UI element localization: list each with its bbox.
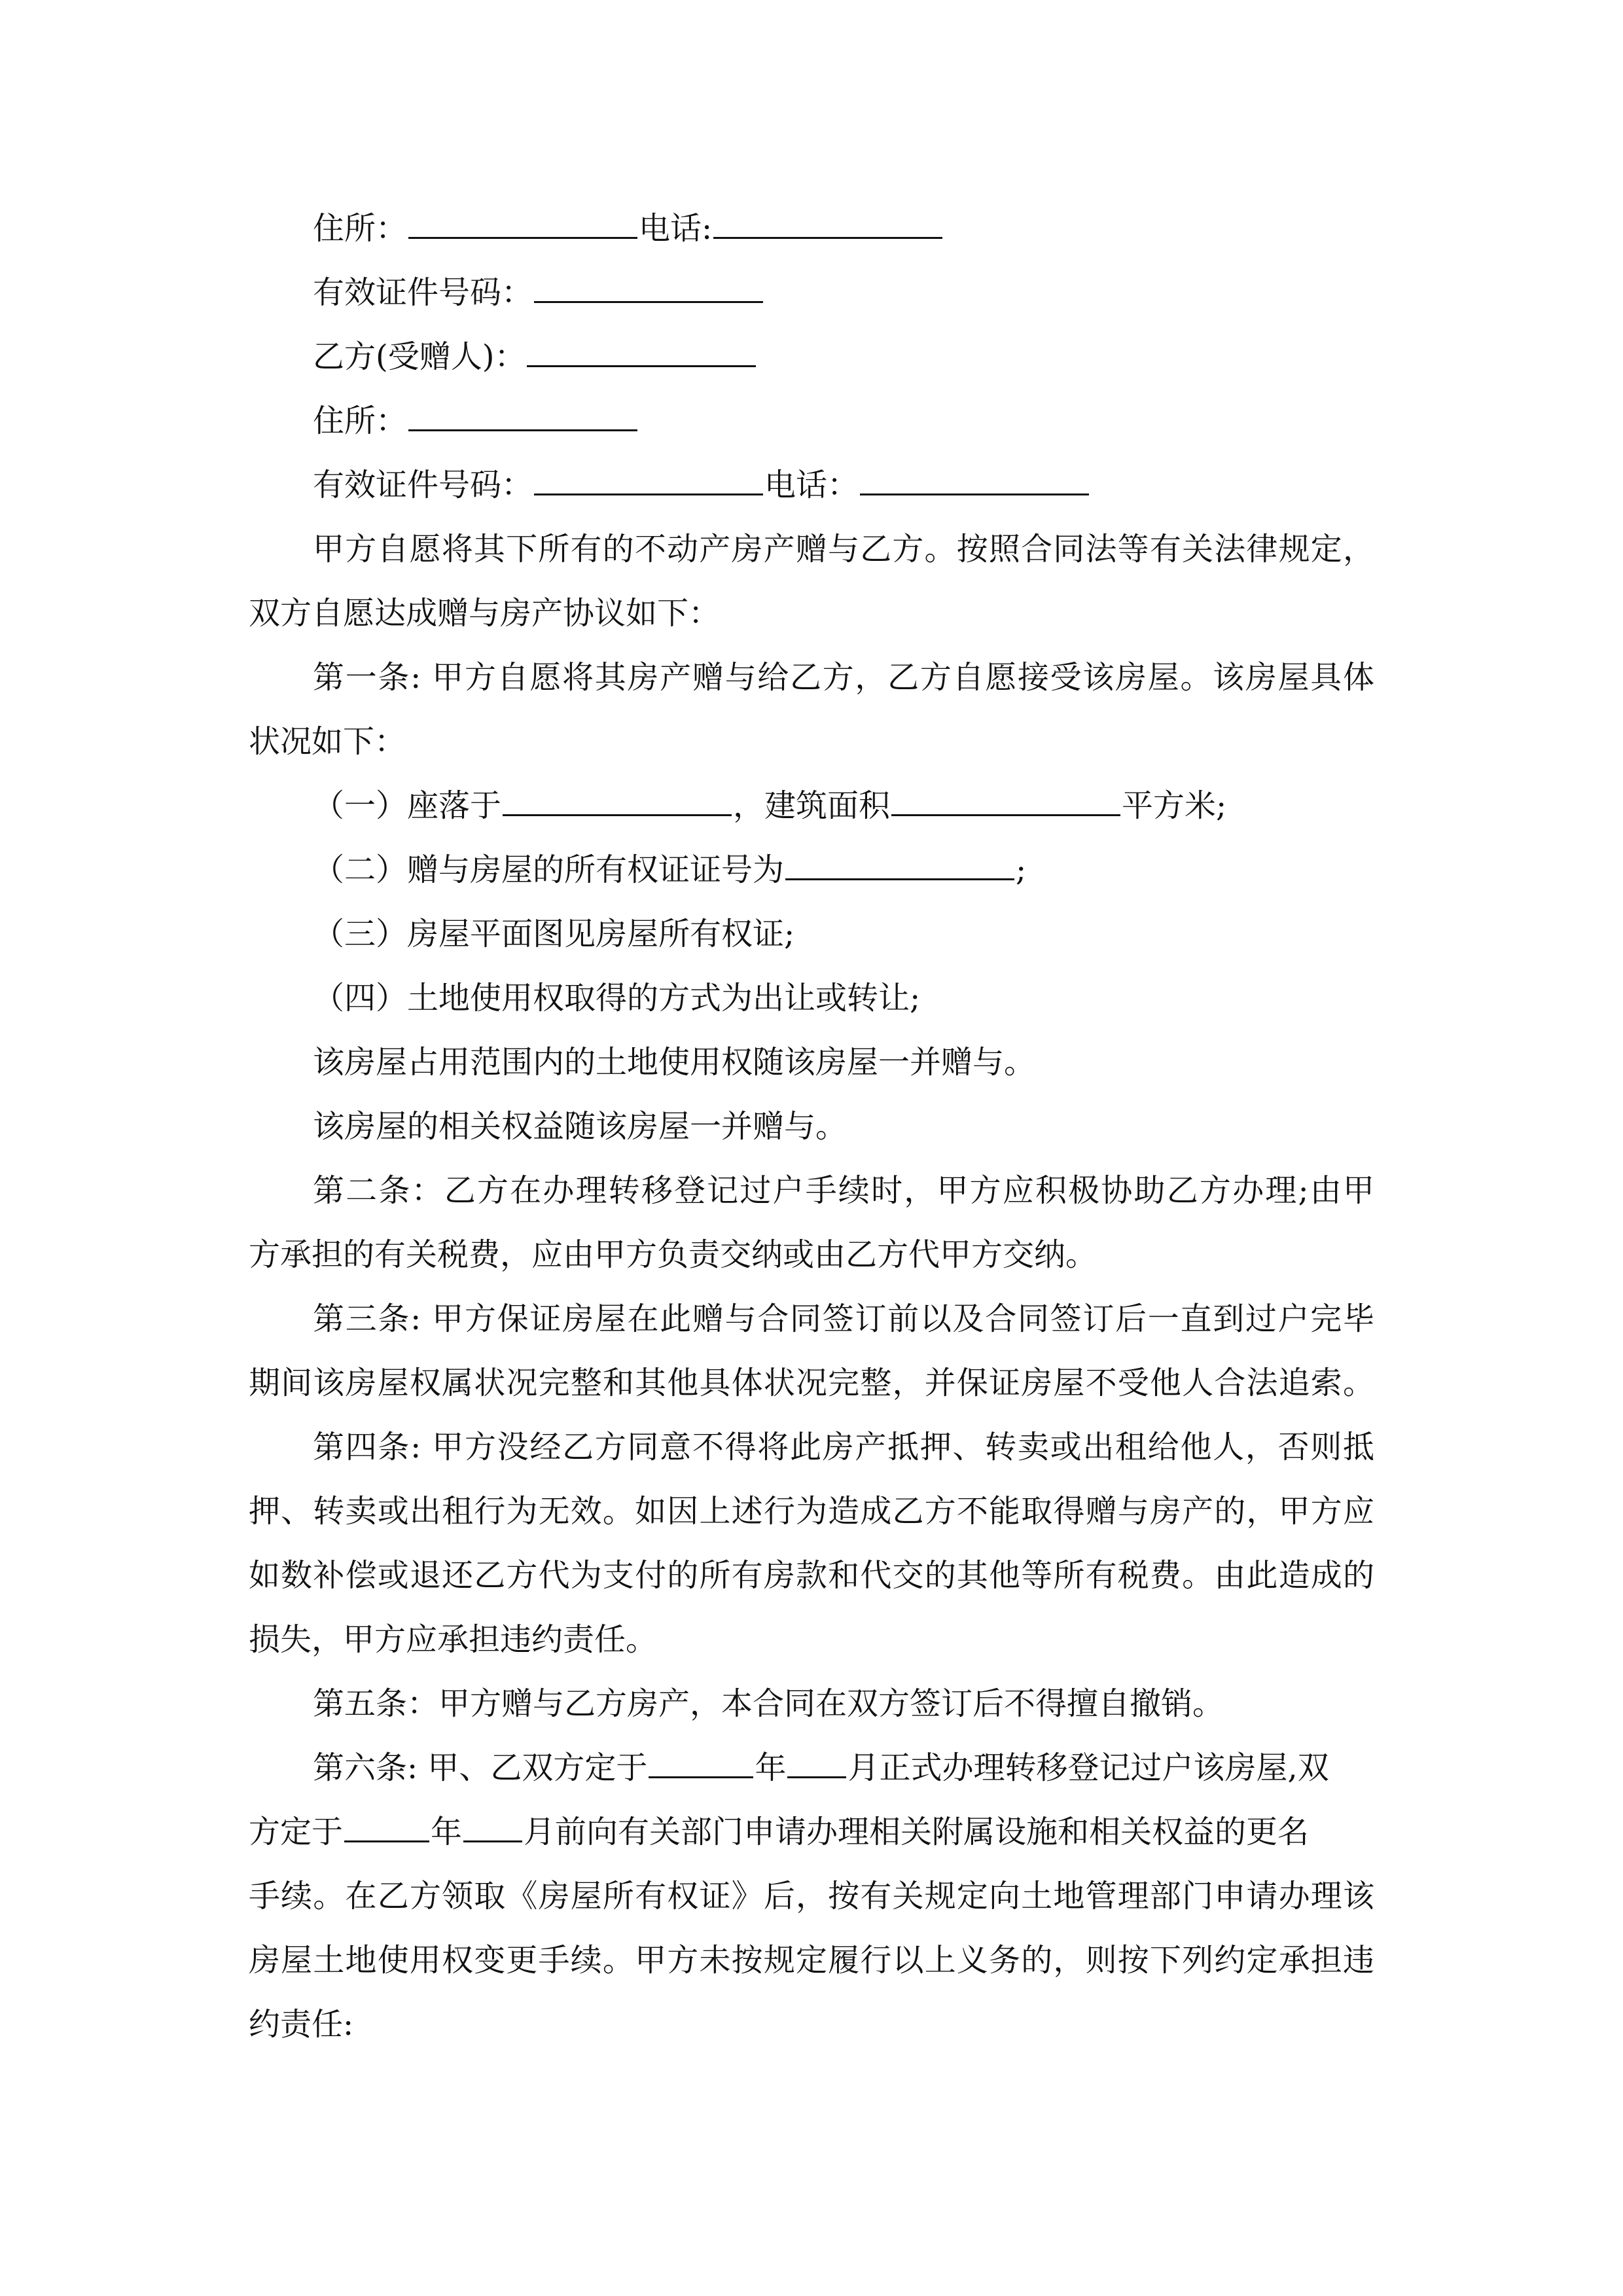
- certificate-number-blank: [785, 842, 1014, 880]
- article6-line-4: 房屋土地使用权变更手续。甲方未按规定履行以上义务的，则按下列约定承担违: [249, 1942, 1374, 1979]
- article3-line-1: 第三条: 甲方保证房屋在此赠与合同签订前以及合同签订后一直到过户完毕: [313, 1300, 1374, 1337]
- id-number-label: 有效证件号码：: [313, 274, 533, 311]
- item2-suffix: ;: [1016, 852, 1027, 888]
- article6-line2-prefix: 方定于: [249, 1814, 344, 1850]
- article6-line1-suffix: 月正式办理转移登记过户该房屋,双: [847, 1749, 1329, 1786]
- residence-line-2: [249, 389, 1374, 453]
- item1-prefix: （一）座落于: [313, 787, 502, 824]
- month-blank-2: [463, 1804, 522, 1842]
- article1-item-2: [249, 838, 1374, 902]
- id-number-blank: [534, 264, 763, 303]
- article1-line-2: 状况如下：: [249, 723, 406, 760]
- year-label-1: 年: [755, 1749, 787, 1786]
- area-blank: [891, 778, 1120, 816]
- phone-label: 电话:: [639, 210, 713, 247]
- article2-line-1: 第二条：乙方在办理转移登记过户手续时，甲方应积极协助乙方办理;由甲: [313, 1172, 1374, 1209]
- intro-line-2: 双方自愿达成赠与房产协议如下：: [249, 595, 721, 632]
- month-blank-1: [787, 1740, 846, 1778]
- id-number-blank-2: [534, 457, 763, 495]
- article4-line-3: 如数补偿或退还乙方代为支付的所有房款和代交的其他等所有税费。由此造成的: [249, 1557, 1374, 1594]
- residence-phone-line: [249, 196, 1374, 260]
- article1-item-1: [249, 774, 1374, 838]
- year-blank-1: [649, 1740, 753, 1778]
- article3-line-2: 期间该房屋权属状况完整和其他具体状况完整，并保证房屋不受他人合法追索。: [249, 1365, 1374, 1401]
- residence-blank: [408, 200, 637, 239]
- contract-body: [249, 196, 1374, 2056]
- intro-line-1: 甲方自愿将其下所有的不动产房产赠与乙方。按照合同法等有关法律规定，: [313, 531, 1374, 567]
- residence-label: 住所：: [313, 210, 408, 247]
- article1-line-1: 第一条: 甲方自愿将其房产赠与给乙方，乙方自愿接受该房屋。该房屋具体: [313, 659, 1374, 696]
- article5-line-1: 第五条：甲方赠与乙方房产，本合同在双方签订后不得擅自撤销。: [313, 1685, 1224, 1722]
- article1-note-2: 该房屋的相关权益随该房屋一并赠与。: [313, 1108, 847, 1145]
- article6-line-1: [249, 1736, 1374, 1800]
- party-b-label: 乙方(受赠人)：: [313, 338, 526, 375]
- article1-note-1: 该房屋占用范围内的土地使用权随该房屋一并赠与。: [313, 1044, 1036, 1081]
- id-number-label-2: 有效证件号码：: [313, 467, 533, 503]
- phone-label-2: 电话：: [764, 467, 859, 503]
- party-b-line: [249, 325, 1374, 389]
- article4-line-2: 押、转卖或出租行为无效。如因上述行为造成乙方不能取得赠与房产的，甲方应: [249, 1493, 1374, 1530]
- article2-line-2: 方承担的有关税费，应由甲方负责交纳或由乙方代甲方交纳。: [249, 1236, 1097, 1273]
- article6-line-2: [249, 1800, 1374, 1864]
- article6-line-5: 约责任:: [249, 2006, 354, 2043]
- article1-item-4: （四）土地使用权取得的方式为出让或转让;: [313, 980, 921, 1016]
- item1-suffix: 平方米;: [1122, 787, 1227, 824]
- year-blank-2: [344, 1804, 429, 1842]
- residence-blank-2: [408, 393, 637, 431]
- article1-item-3: （三）房屋平面图见房屋所有权证;: [313, 916, 795, 952]
- article4-line-1: 第四条: 甲方没经乙方同意不得将此房产抵押、转卖或出租给他人，否则抵: [313, 1429, 1374, 1465]
- article6-line-3: 手续。在乙方领取《房屋所有权证》后，按有关规定向土地管理部门申请办理该: [249, 1878, 1374, 1914]
- article6-line2-suffix: 月前向有关部门申请办理相关附属设施和相关权益的更名: [524, 1814, 1310, 1850]
- phone-blank-2: [860, 457, 1089, 495]
- phone-blank: [713, 200, 942, 239]
- article6-prefix: 第六条: 甲、乙双方定于: [313, 1749, 648, 1786]
- residence-label-2: 住所：: [313, 403, 408, 439]
- item1-mid: ，建筑面积: [733, 787, 891, 824]
- party-b-blank: [527, 329, 756, 367]
- id-number-line: [249, 260, 1374, 325]
- year-label-2: 年: [431, 1814, 463, 1850]
- article4-line-4: 损失，甲方应承担违约责任。: [249, 1621, 658, 1658]
- id-phone-line: [249, 453, 1374, 517]
- location-blank: [503, 778, 732, 816]
- item2-prefix: （二）赠与房屋的所有权证证号为: [313, 852, 785, 888]
